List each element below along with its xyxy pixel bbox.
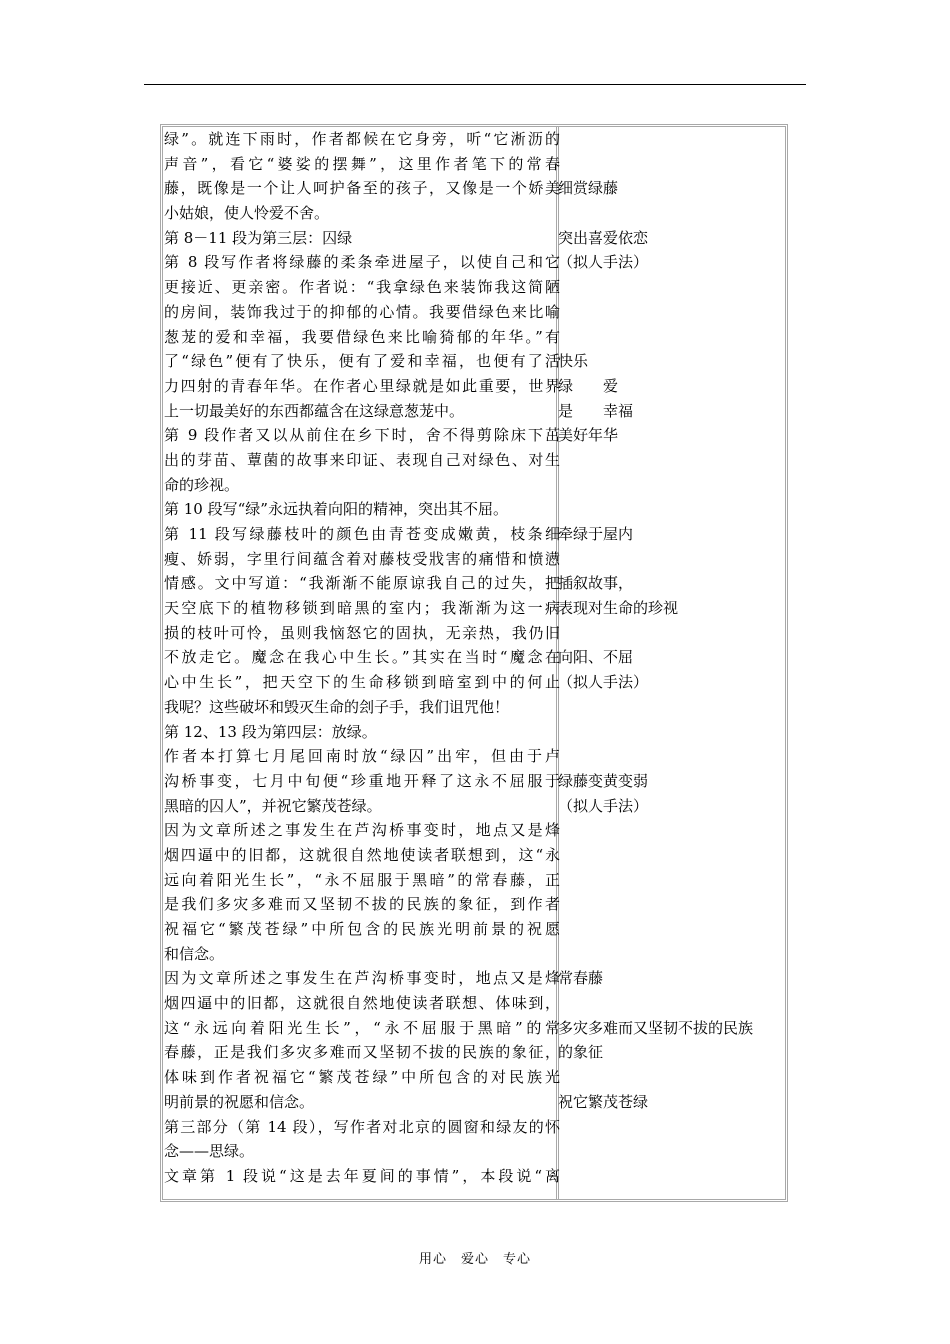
- text-line: 小姑娘，使人怜爱不舍。: [164, 204, 330, 223]
- text-line: 天空底下的植物移锁到暗黑的室内；我渐渐为这一病: [164, 599, 560, 618]
- text-line: 绿”。就连下雨时，作者都候在它身旁，听“它淅沥的: [164, 130, 560, 148]
- note-line: [558, 868, 790, 893]
- note-line: [558, 818, 790, 843]
- text-line: 力四射的青春年华。在作者心里绿就是如此重要，世界: [164, 376, 560, 395]
- text-line: 因为文章所述之事发生在芦沟桥事变时，地点又是烽: [164, 969, 560, 988]
- note-line: 插叙故事，: [558, 574, 634, 593]
- text-line: 损的枝叶可怜，虽则我恼怒它的固执，无亲热，我仍旧: [164, 623, 560, 642]
- text-line: 第 12、13 段为第四层：放绿。: [164, 722, 377, 741]
- text-line: 沟桥事变，七月中旬便“珍重地开释了这永不屈服于: [164, 771, 560, 790]
- text-line: 命的珍视。: [164, 475, 240, 494]
- note-line: [558, 1115, 790, 1140]
- text-line: 是我们多灾多难而又坚韧不拔的民族的象征，到作者: [164, 895, 560, 914]
- note-line: 绿 爱: [558, 376, 619, 395]
- text-line: 念——思绿。: [164, 1142, 255, 1161]
- note-line: 绿藤变黄变弱: [558, 771, 649, 790]
- note-line: [558, 843, 790, 868]
- note-line: [558, 275, 790, 300]
- text-line: 文章第 1 段说“这是去年夏间的事情”，本段说“离: [164, 1166, 560, 1185]
- note-line: [558, 1065, 790, 1090]
- note-line: 向阳、不屈: [558, 648, 634, 667]
- note-line: 是 幸福: [558, 401, 634, 420]
- note-line: [558, 695, 790, 720]
- text-line: 祝福它“繁茂苍绿”中所包含的民族光明前景的祝愿: [164, 920, 560, 938]
- text-line: 声音”，看它“婆娑的摆舞”，这里作者笔下的常春: [164, 154, 560, 173]
- note-line: 美好年华: [558, 426, 619, 445]
- note-line: [558, 325, 790, 350]
- note-line: 快乐: [558, 352, 589, 371]
- text-line: 心中生长”，把天空下的生命移锁到暗室到中的何止: [164, 673, 560, 692]
- note-line: [558, 892, 790, 917]
- text-line: 第 8－11 段为第三层：囚绿: [164, 228, 353, 247]
- text-line: 烟四逼中的旧都，这就很自然地使读者联想、体味到，: [164, 994, 560, 1013]
- note-line: [558, 127, 790, 152]
- note-line: 常春藤: [558, 969, 604, 988]
- note-line: （拟人手法）: [558, 253, 649, 272]
- note-line: （拟人手法）: [558, 796, 649, 815]
- note-line: [558, 621, 790, 646]
- note-line: 祝它繁茂苍绿: [558, 1092, 649, 1111]
- text-line: 情感。文中写道：“我渐渐不能原谅我自己的过失，把: [164, 574, 560, 593]
- text-line: 出的芽苗、蕈菌的故事来印证、表现自己对绿色、对生: [164, 450, 560, 469]
- text-line: 藤，既像是一个让人呵护备至的孩子，又像是一个娇美: [164, 179, 560, 198]
- note-line: [558, 917, 790, 942]
- text-line: 春藤，正是我们多灾多难而又坚韧不拔的民族的象征，: [164, 1043, 560, 1062]
- text-line: 第 9 段作者又以从前住在乡下时，舍不得剪除床下茁: [164, 426, 560, 445]
- text-line: 瘦、娇弱，字里行间蕴含着对藤枝受戕害的痛惜和愤懑: [164, 549, 560, 568]
- text-line: 因为文章所述之事发生在芦沟桥事变时，地点又是烽: [164, 821, 560, 840]
- note-line: 突出喜爱依恋: [558, 228, 649, 247]
- note-line: [558, 473, 790, 498]
- text-line: 我呢？这些破坏和毁灭生命的刽子手，我们诅咒他！: [164, 697, 510, 716]
- text-line: 明前景的祝愿和信念。: [164, 1092, 315, 1111]
- text-line: 了“绿色”便有了快乐，便有了爱和幸福，也便有了活: [164, 352, 560, 371]
- text-line: 和信念。: [164, 944, 225, 963]
- note-line: [558, 201, 790, 226]
- text-line: 体味到作者祝福它“繁茂苍绿”中所包含的对民族光: [164, 1068, 560, 1087]
- text-line: 第 10 段写“绿”永远执着向阳的精神，突出其不屈。: [164, 500, 508, 519]
- note-line: [558, 448, 790, 473]
- note-line: 细赏绿藤: [558, 179, 619, 198]
- note-line: （拟人手法）: [558, 673, 649, 692]
- note-line: 表现对生命的珍视: [558, 599, 679, 618]
- note-line: [558, 152, 790, 177]
- text-line: 不放走它。魔念在我心中生长。”其实在当时“魔念在: [164, 648, 560, 667]
- text-line: 作者本打算七月尾回南时放“绿囚”出牢，但由于卢: [164, 747, 560, 766]
- note-line: 的象征: [558, 1043, 604, 1062]
- text-line: 的房间，装饰我过于的抑郁的心情。我要借绿色来比喻: [164, 302, 560, 321]
- text-line: 更接近、更亲密。作者说：“我拿绿色来装饰我这简陋: [164, 278, 560, 297]
- note-line: [558, 1164, 790, 1189]
- text-line: 第三部分（第 14 段），写作者对北京的圆窗和绿友的怀: [164, 1117, 560, 1136]
- note-line: [558, 942, 790, 967]
- summary-notes-column: [558, 127, 790, 1189]
- page-footer: 用心 爱心 专心: [418, 1252, 531, 1267]
- text-line: 黑暗的囚人”，并祝它繁茂苍绿。: [164, 796, 382, 815]
- note-line: [558, 720, 790, 745]
- note-line: [558, 300, 790, 325]
- text-line: 第 11 段写绿藤枝叶的颜色由青苍变成嫩黄，枝条细: [164, 525, 560, 543]
- note-line: [558, 744, 790, 769]
- note-line: [558, 497, 790, 522]
- text-line: 第 8 段写作者将绿藤的柔条牵进屋子，以使自己和它: [164, 253, 560, 272]
- text-line: 远向着阳光生长”，“永不屈服于黑暗”的常春藤，正: [164, 870, 560, 889]
- note-line: [558, 991, 790, 1016]
- note-line: 牵绿于屋内: [558, 525, 634, 543]
- note-line: [558, 1139, 790, 1164]
- note-line: [558, 547, 790, 572]
- note-line: 多灾多难而又坚韧不拔的民族: [558, 1018, 754, 1037]
- analysis-text-column: [164, 127, 560, 1189]
- text-line: 这“永远向着阳光生长”，“永不屈服于黑暗”的常: [164, 1018, 560, 1037]
- text-line: 烟四逼中的旧都，这就很自然地使读者联想到，这“永: [164, 845, 560, 864]
- text-line: 上一切最美好的东西都蕴含在这绿意葱茏中。: [164, 401, 465, 420]
- text-line: 葱茏的爱和幸福，我要借绿色来比喻猗郁的年华。”有: [164, 327, 560, 346]
- header-rule: [144, 84, 806, 85]
